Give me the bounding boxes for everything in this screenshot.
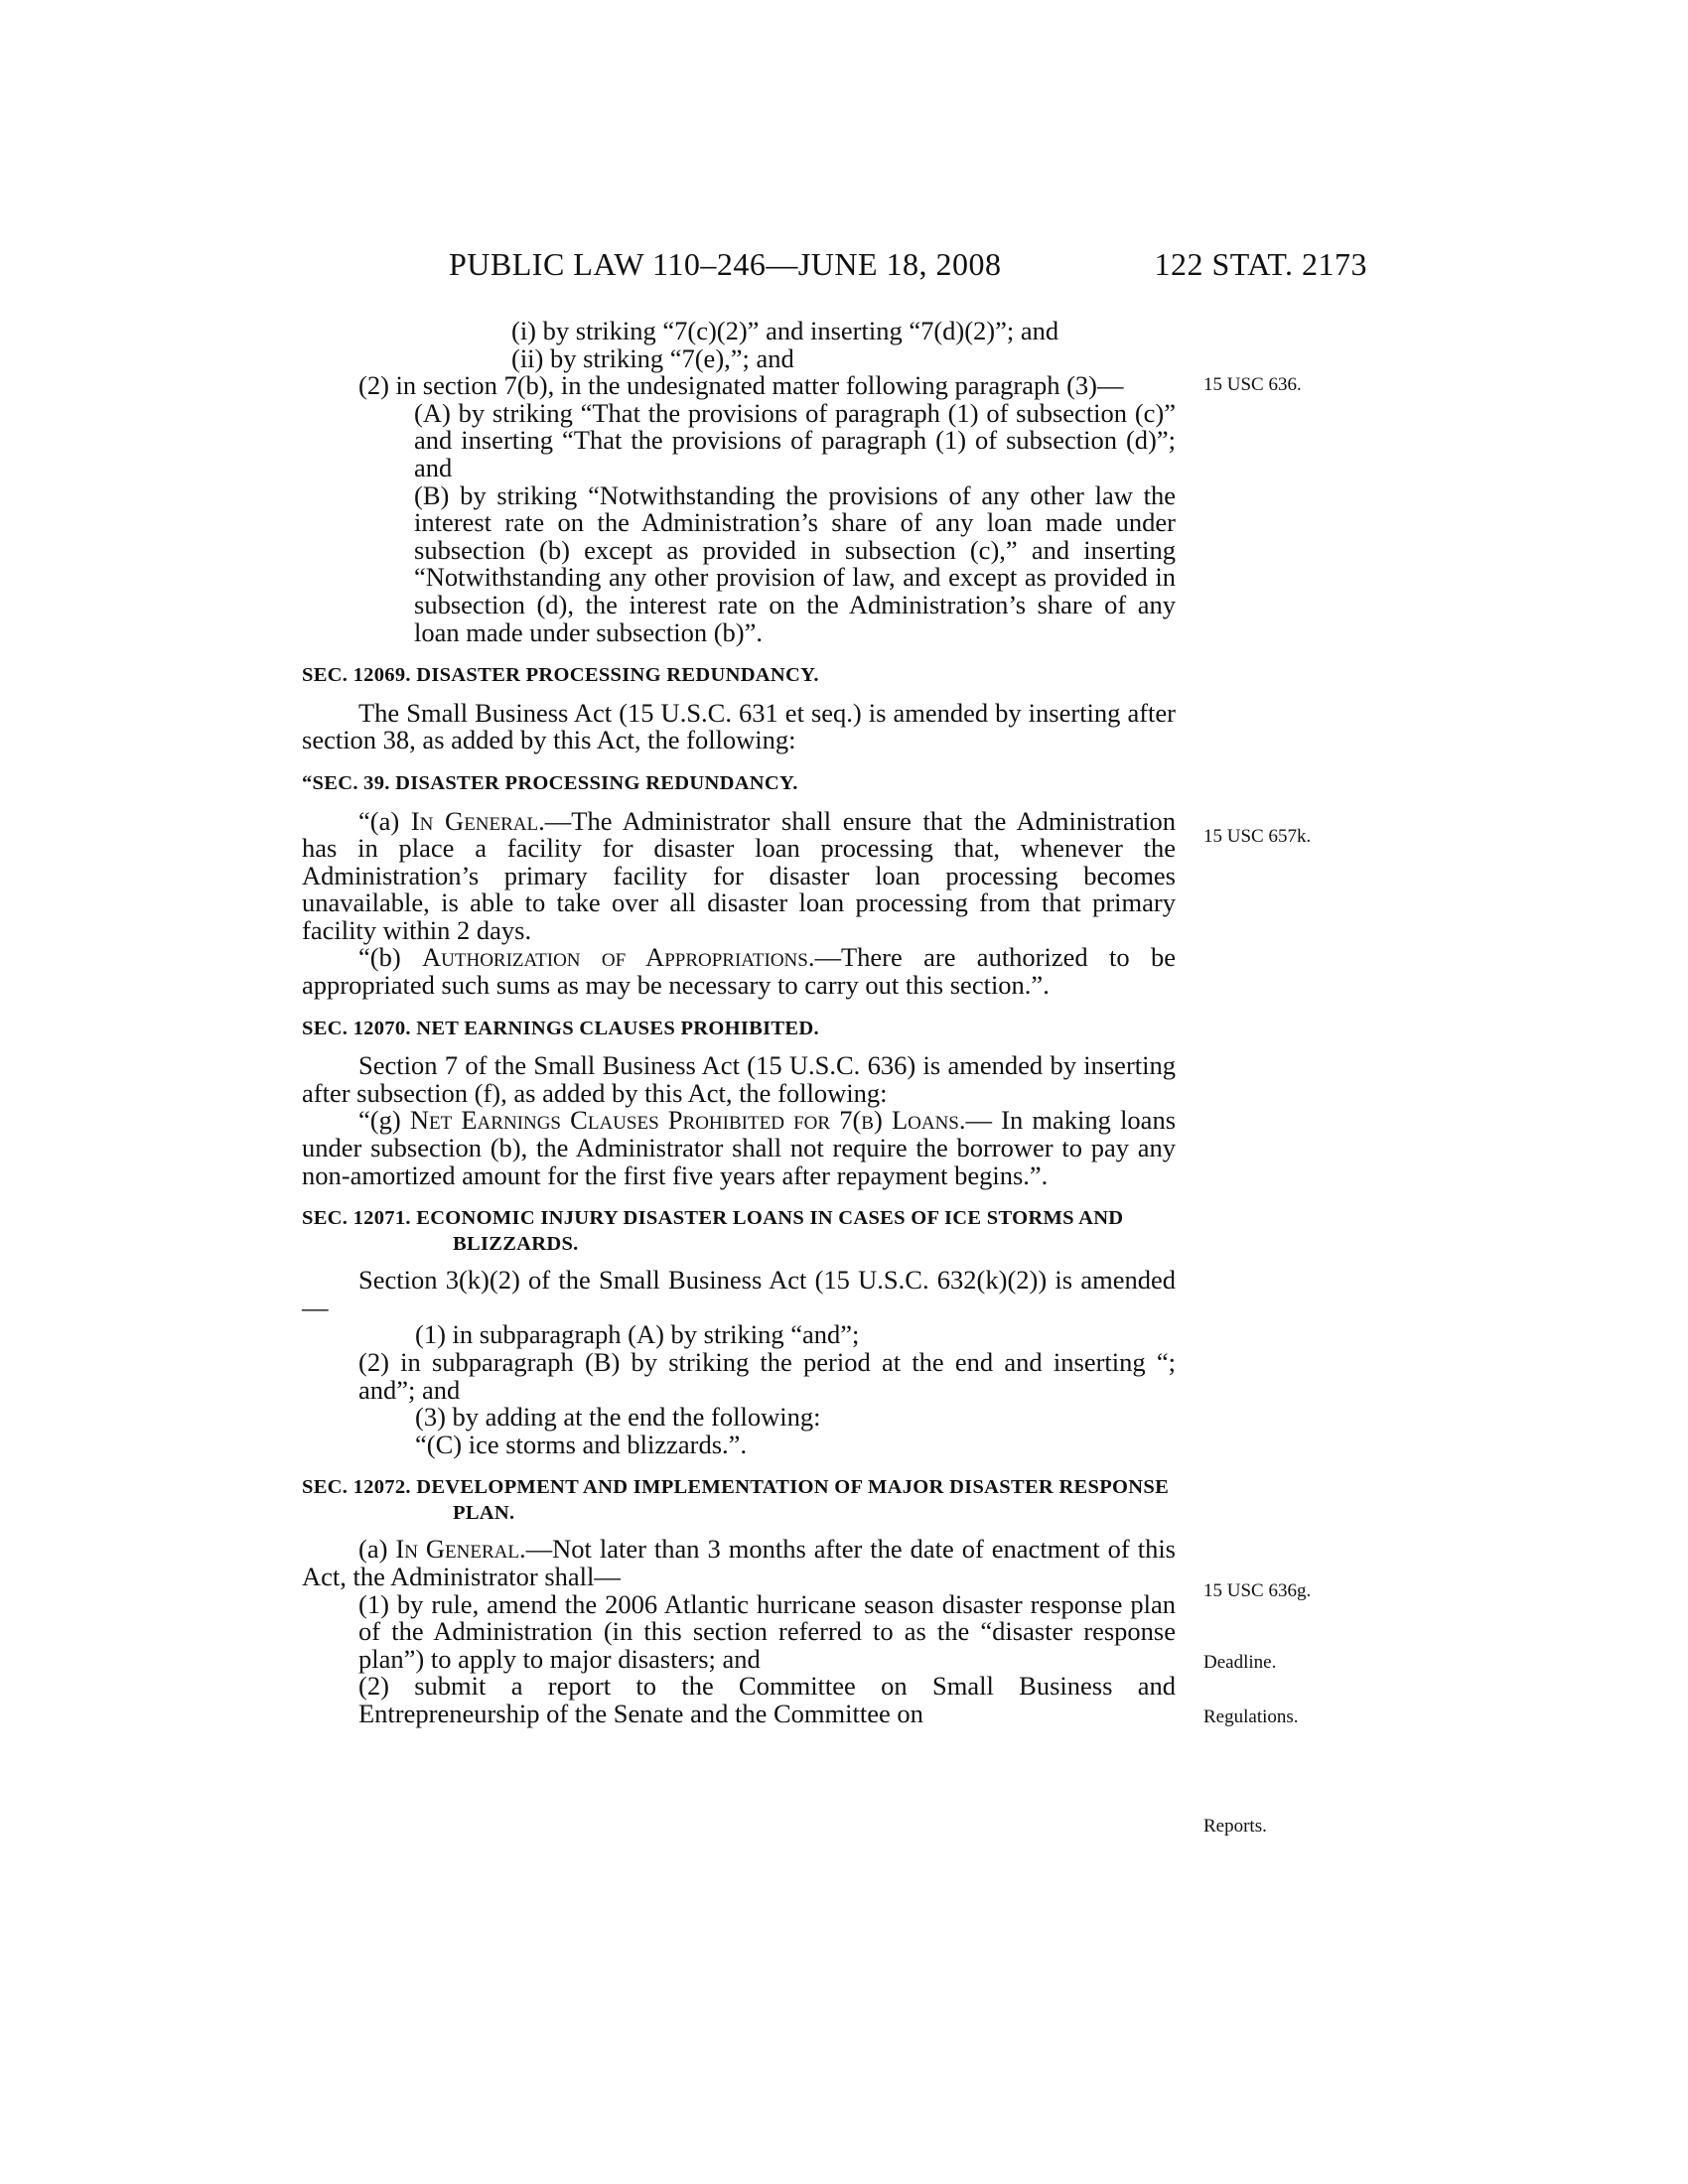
running-head: PUBLIC LAW 110–246—JUNE 18, 2008 [449,246,1002,282]
subsection-b: “(b) Authorization of Appropriations.—There are authorized to be appropriated such sums as may be necessary to carry out this section.”. [302,942,1176,1001]
statute-page-number: 122 STAT. 2173 [1154,246,1367,282]
subsection-b-heading: Authorization of Appropriations [422,942,808,973]
section-12069-text: The Small Business Act (15 U.S.C. 631 et seq.) is amended by inserting after section 38, as added by this Act, the following: [302,697,1176,755]
paragraph-2: (2) in section 7(b), in the undesignated matter following paragraph (3)— [358,370,1124,401]
subsection-g-heading: Net Earnings Clauses Prohibited for 7(b) Loans [409,1105,959,1136]
section-heading-12069: SEC. 12069. DISASTER PROCESSING REDUNDANCY. [302,664,819,687]
margin-note-usc-636: 15 USC 636. [1203,374,1302,395]
item-3-text: “(C) ice storms and blizzards.”. [415,1429,748,1459]
item-3: (3) by adding at the end the following: [415,1402,821,1433]
margin-note-usc-636g: 15 USC 636g. [1203,1580,1312,1601]
subsection-a: “(a) In General.—The Administrator shall ensure that the Administration has in place a facility for disaster loan processing that, whenever the Administration’s primary facility for disaster loan processing becomes unavailable, is able to take over all disaster loan processing from that primary facility within 2 days. [302,805,1176,945]
margin-note-regulations: Regulations. [1203,1706,1299,1727]
margin-note-usc-657k: 15 USC 657k. [1203,826,1312,847]
subsection-a-12072-heading: In General [395,1534,519,1565]
item-1: (1) in subparagraph (A) by striking “and”; [415,1319,860,1350]
section-heading-12070: SEC. 12070. NET EARNINGS CLAUSES PROHIBITED. [302,1017,819,1039]
margin-note-deadline: Deadline. [1203,1652,1277,1673]
section-heading-12071: SEC. 12071. ECONOMIC INJURY DISASTER LOANS IN CASES OF ICE STORMS AND BLIZZARDS. [302,1207,1124,1256]
margin-note-reports: Reports. [1203,1816,1267,1837]
section-12071-text: Section 3(k)(2) of the Small Business Act (15 U.S.C. 632(k)(2)) is amended— [302,1265,1176,1322]
section-heading-12072: SEC. 12072. DEVELOPMENT AND IMPLEMENTATION OF MAJOR DISASTER RESPONSE PLAN. [302,1476,1170,1525]
clause-i: (i) by striking “7(c)(2)” and inserting “7(d)(2)”; and [511,316,1059,345]
item-12072-1: (1) by rule, amend the 2006 Atlantic hurricane season disaster response plan of the Administration (in this section referred to as the “disaster response plan”) to apply to major disasters; and [358,1588,1176,1674]
subparagraph-A: (A) by striking “That the provisions of paragraph (1) of subsection (c)” and inserting “That the provisions of paragraph (1) of subsection (d)”; and [414,397,1176,482]
document-body [302,318,1176,1728]
subparagraph-B: (B) by striking “Notwithstanding the provisions of any other law the interest rate on the Administration’s share of any loan made under subsection (b) except as provided in subsection (c),” and inserting “Notwithstanding any other provision of law, and except as provided in subsection (d), the interest rate on the Administration’s share of any loan made under subsection (b)”. [414,479,1176,647]
clause-ii: (ii) by striking “7(e),”; and [511,342,794,373]
item-2: (2) in subparagraph (B) by striking the period at the end and inserting “; and”; and [358,1347,1176,1405]
subsection-g: “(g) Net Earnings Clauses Prohibited for 7(b) Loans.— In making loans under subsection (b), the Administrator shall not require the borrower to pay any non-amortized amount for the first five years after repayment begins.”. [302,1105,1177,1190]
subsection-a-12072: (a) In General.—Not later than 3 months after the date of enactment of this Act, the Administrator shall— [302,1534,1176,1591]
section-heading-39: “SEC. 39. DISASTER PROCESSING REDUNDANCY. [302,771,798,794]
section-12070-text: Section 7 of the Small Business Act (15 U.S.C. 636) is amended by inserting after subsection (f), as added by this Act, the following: [302,1050,1176,1108]
item-12072-2: (2) submit a report to the Committee on Small Business and Entrepreneurship of the Senate and the Committee on [358,1671,1176,1728]
subsection-a-heading: In General [410,805,539,836]
